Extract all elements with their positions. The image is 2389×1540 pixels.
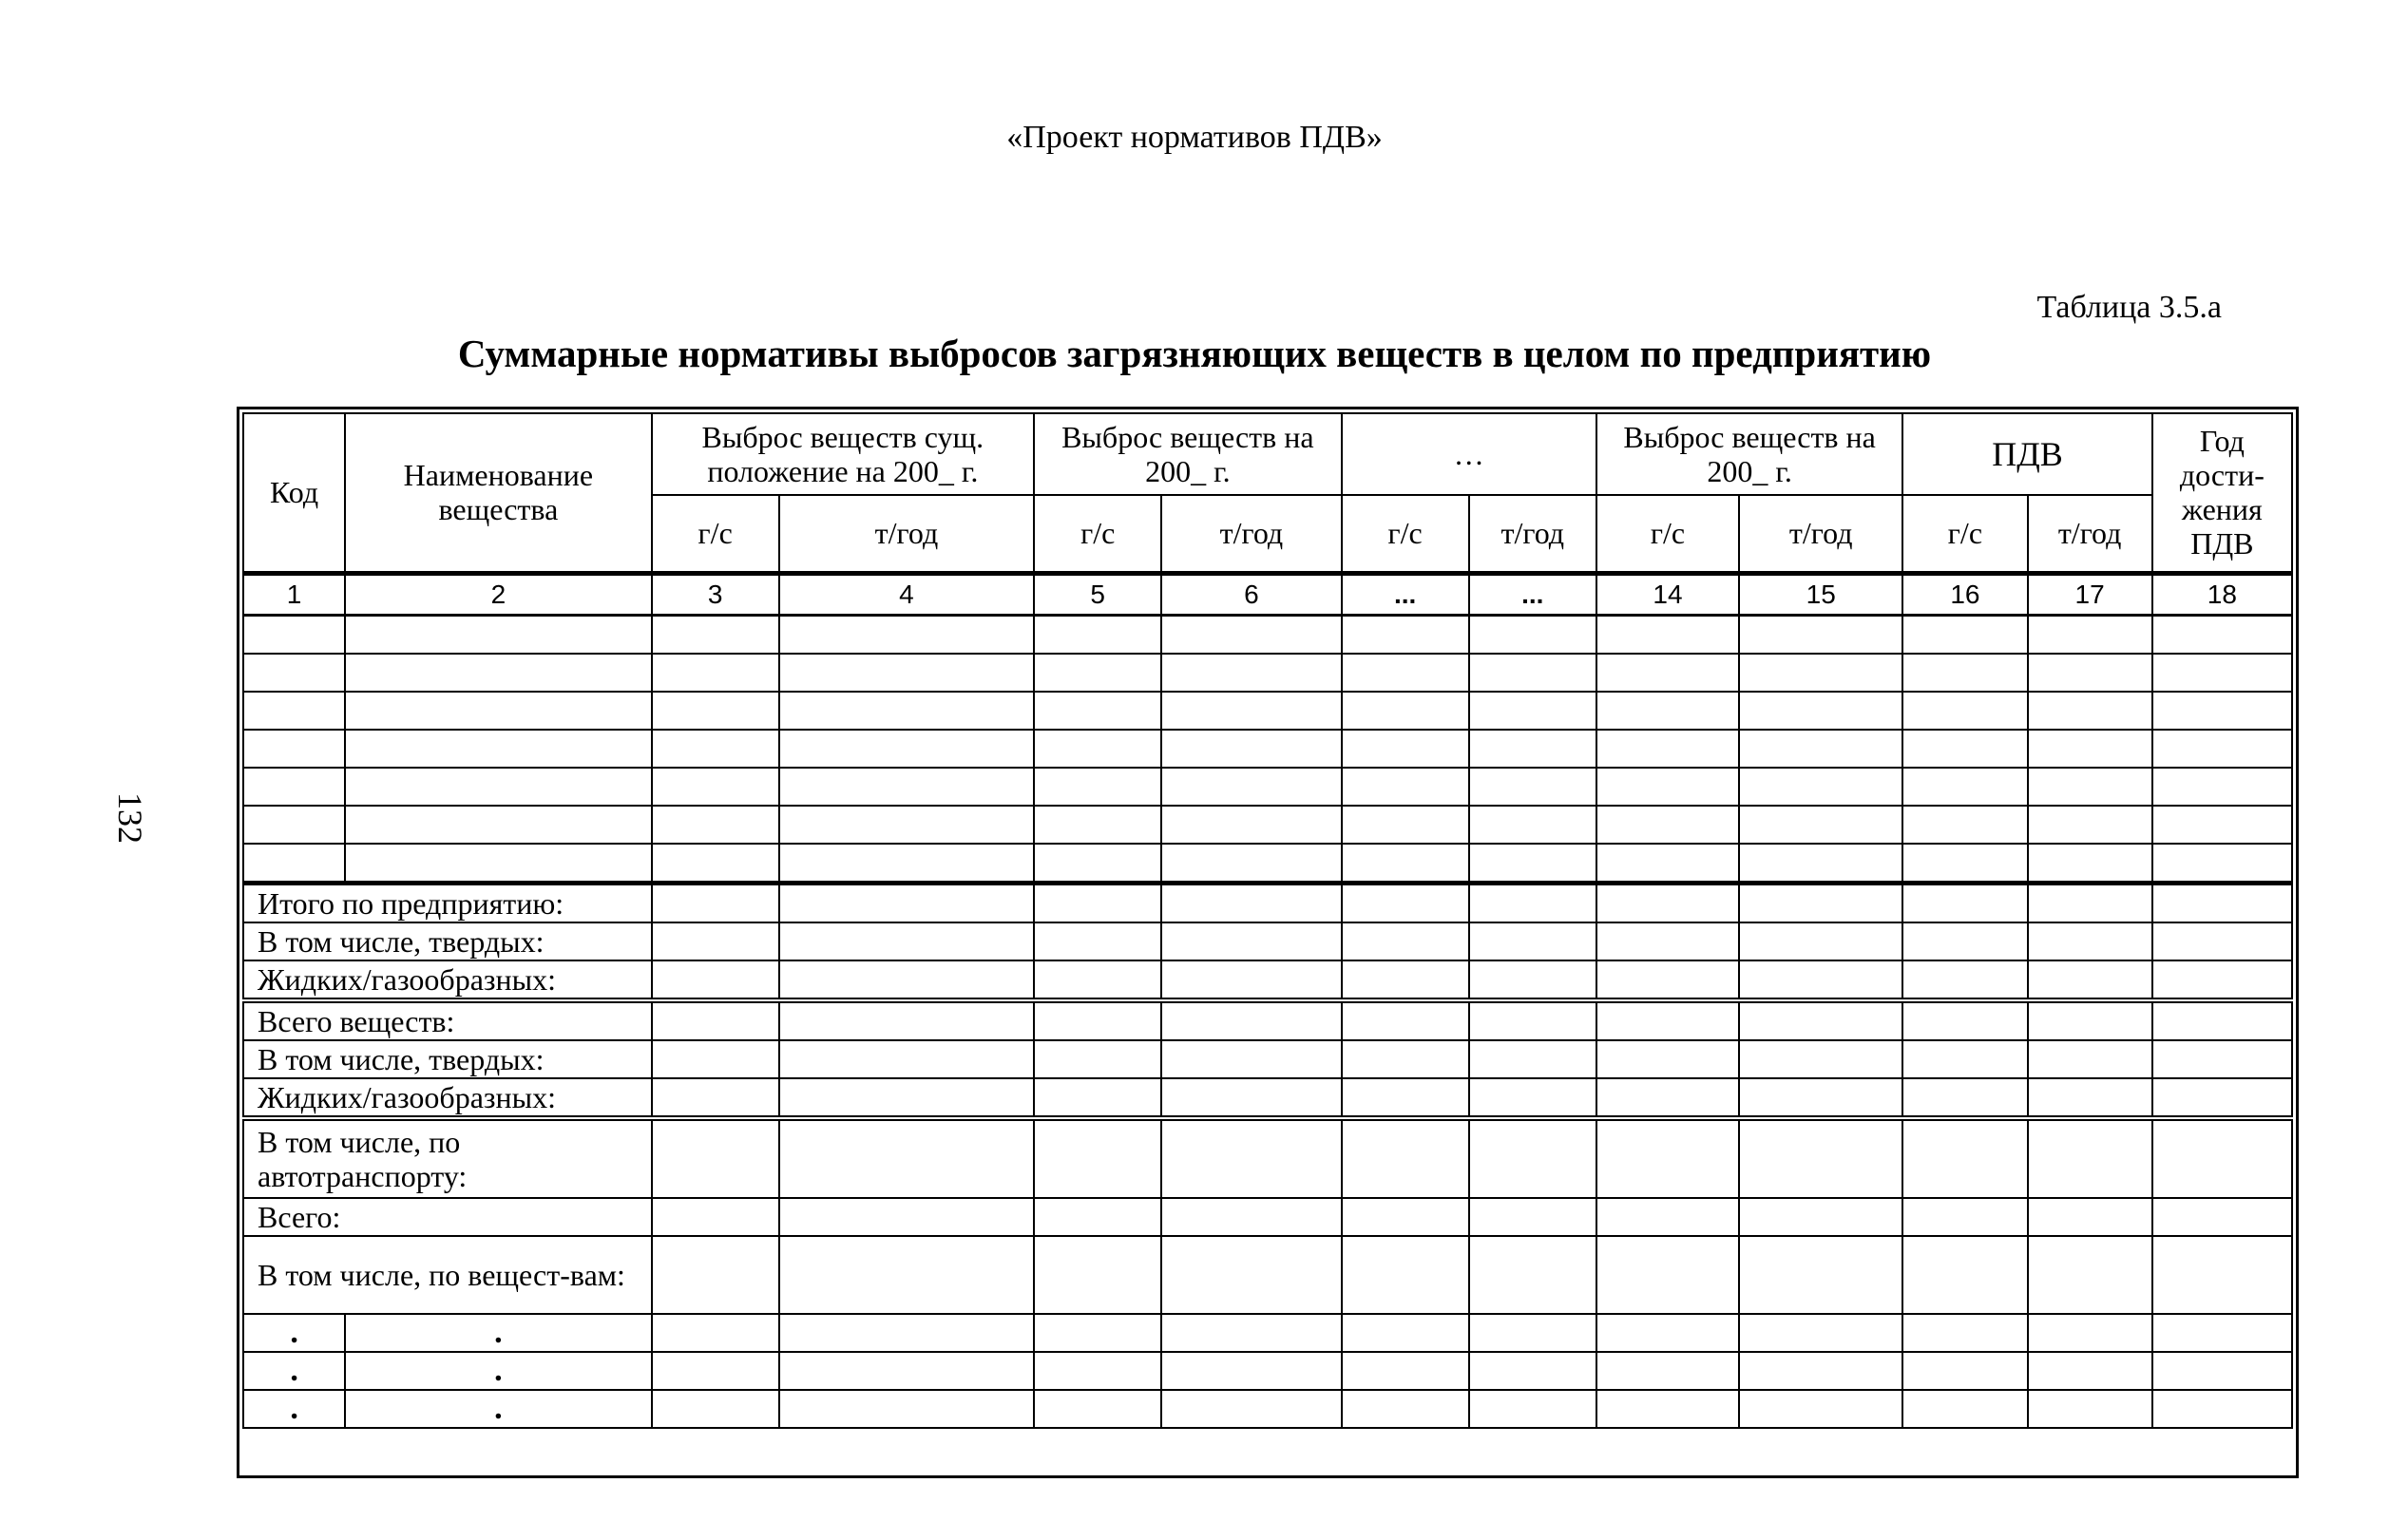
table-row [243,730,2292,768]
table-title: Суммарные нормативы выбросов загрязняющих веществ в целом по предприятию [457,332,1932,375]
column-number: 15 [1739,573,1902,615]
column-number: 16 [1902,573,2027,615]
unit-gs: г/с [652,495,779,573]
summary-row [243,1198,2292,1236]
placeholder-row [243,1314,2292,1352]
summary-row [243,1118,2292,1198]
table-label: Таблица 3.5.а [2036,290,2222,325]
unit-gs: г/с [1596,495,1739,573]
column-number: 5 [1034,573,1161,615]
unit-tyear: т/год [779,495,1034,573]
table-row [243,692,2292,730]
header-substance-name: Наименование вещества [345,413,651,573]
summary-row [243,960,2292,1000]
summary-row [243,1236,2292,1314]
summary-label: Жидких/газообразных: [243,1078,652,1118]
document-header: «Проект нормативов ПДВ» [1006,120,1383,155]
unit-gs: г/с [1342,495,1469,573]
summary-row [243,1078,2292,1118]
column-number: 6 [1161,573,1341,615]
column-number: 1 [243,573,345,615]
header-year-achieved: Год дости-жения ПДВ [2152,413,2292,573]
unit-tyear: т/год [1469,495,1596,573]
placeholder-dot: . [345,1314,651,1352]
summary-label: Всего: [243,1198,652,1236]
unit-gs: г/с [1034,495,1161,573]
table-row [243,844,2292,884]
page-number: 132 [111,792,149,844]
column-number: 3 [652,573,779,615]
placeholder-dot: . [243,1314,345,1352]
column-number: 18 [2152,573,2292,615]
table-row [243,768,2292,806]
summary-row [243,1040,2292,1078]
column-number: 4 [779,573,1034,615]
unit-tyear: т/год [2028,495,2152,573]
summary-row [243,883,2292,922]
unit-tyear: т/год [1161,495,1341,573]
emissions-table [242,412,2293,1429]
unit-tyear: т/год [1739,495,1902,573]
summary-label: Жидких/газообразных: [243,960,652,1000]
placeholder-dot: . [243,1352,345,1390]
summary-label: Итого по предприятию: [243,883,652,922]
header-group-pdv: ПДВ [1902,413,2151,495]
placeholder-row [243,1390,2292,1428]
column-number: 17 [2028,573,2152,615]
placeholder-row [243,1352,2292,1390]
column-number: ... [1342,573,1469,615]
placeholder-dot: . [345,1390,651,1428]
column-number: 14 [1596,573,1739,615]
emissions-table-frame [237,407,2299,1478]
summary-row [243,922,2292,960]
placeholder-dot: . [243,1390,345,1428]
summary-label: В том числе, твердых: [243,922,652,960]
header-code: Код [243,413,345,573]
header-group-year-a: Выброс веществ на 200_ г. [1034,413,1341,495]
header-group-year-b: Выброс веществ на 200_ г. [1596,413,1902,495]
header-group-existing: Выброс веществ сущ. положение на 200_ г. [652,413,1035,495]
placeholder-dot: . [345,1352,651,1390]
table-row [243,615,2292,654]
column-number: ... [1469,573,1596,615]
unit-gs: г/с [1902,495,2027,573]
table-row [243,806,2292,844]
summary-label: В том числе, твердых: [243,1040,652,1078]
summary-label: В том числе, по вещест-вам: [243,1236,652,1314]
summary-label: В том числе, по автотранспорту: [243,1118,652,1198]
table-row [243,654,2292,692]
summary-row [243,1000,2292,1040]
header-group-ellipsis: … [1342,413,1596,495]
column-number: 2 [345,573,651,615]
summary-label: Всего веществ: [243,1000,652,1040]
